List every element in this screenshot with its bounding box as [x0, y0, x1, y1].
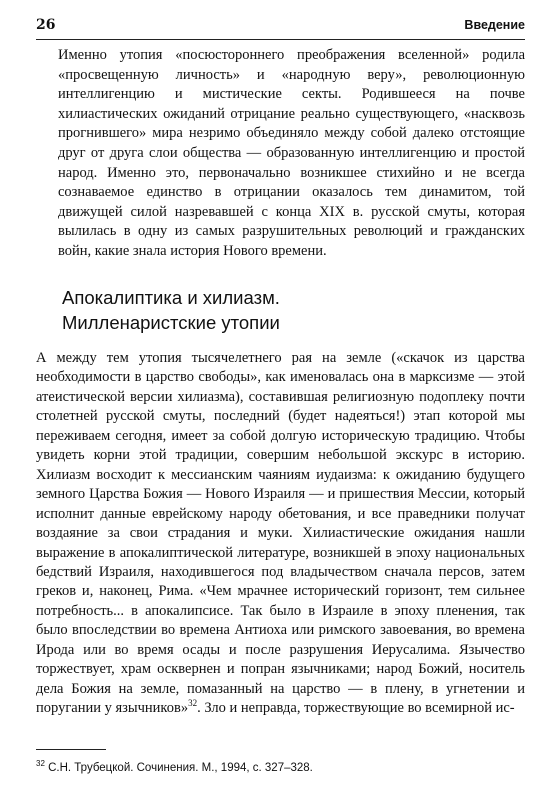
heading-line-1: Апокалиптика и хилиазм. — [62, 287, 280, 308]
paragraph-2-tail: . Зло и неправда, торжествующие во всемирной ис- — [197, 700, 515, 717]
section-heading — [62, 285, 525, 335]
body-paragraph-2 — [36, 349, 525, 719]
footnote-number: 32 — [36, 759, 45, 768]
section-title: Введение — [464, 18, 525, 32]
page-number: 26 — [36, 17, 56, 33]
footnote-divider — [36, 749, 106, 750]
footnote-text: С.Н. Трубецкой. Сочинения. М., 1994, с. 327–328. — [44, 761, 313, 774]
heading-line-2: Милленаристские утопии — [62, 312, 280, 333]
running-header — [36, 17, 525, 40]
footnote — [36, 756, 525, 776]
footnote-reference: 32 — [188, 698, 198, 709]
body-paragraph-1: Именно утопия «посюстороннего преображения вселенной» родила «просвещенную личность» и «народную веру», революционную интеллигенцию и мистические секты. Родившееся на почве хилиастических ожиданий отрицание реально существующего, «насквозь прогнившего» мира незримо объединяло между собой далеко отстоящие друг от друга слои общества — образованную интеллигенцию и простой народ. Именно это, первоначально возникшее стихийно и не всегда сознаваемое единство в отрицании оказалось тем динамитом, той движущей силой назревавшей с конца XIX в. русской смуты, которая вылилась в одну из самых разрушительных революций и гражданских войн, какие знала история Нового времени. — [58, 47, 525, 259]
paragraph-2-text: А между тем утопия тысячелетнего рая на земле («скачок из царства необходимости в царство свободы», как именовалась она в марксизме — этой атеистической версии хилиазма), составившая религиозную подоплеку почти столетней русской смуты, последний (будет надеяться!) этап которой мы переживаем сегодня, имеет за собой долгую историческую традицию. Чтобы увидеть корни этой традиции, совершим небольшой экскурс в историю. Хилиазм восходит к мессианским чаяниям иудаизма: к ожиданию будущего земного Царства Божия — Нового Израиля — и пришествия Мессии, который исполнит данные еврейскому народу обетования, и все праведники получат воздаяние за свои страдания и муки. Хилиастические ожидания нашли выражение в апокалиптической литературе, возникшей в эпоху национальных бедствий Израиля, находившегося под владычеством сначала персов, затем греков и, наконец, Рима. «Чем мрачнее исторический горизонт, тем сильнее потребность... в апокалипсисе. Так было в Израиле в эпоху пленения, так было впоследствии во времена Антиоха или римского завоевания, во времена Ирода или во время осады и после разрушения Иерусалима. Язычество торжествует, храм осквернен и попран язычниками; народ Божий, носитель дела Божия на земле, помазанный на царство — в плену, в угнетении и поругании у язычников» — [36, 350, 525, 717]
